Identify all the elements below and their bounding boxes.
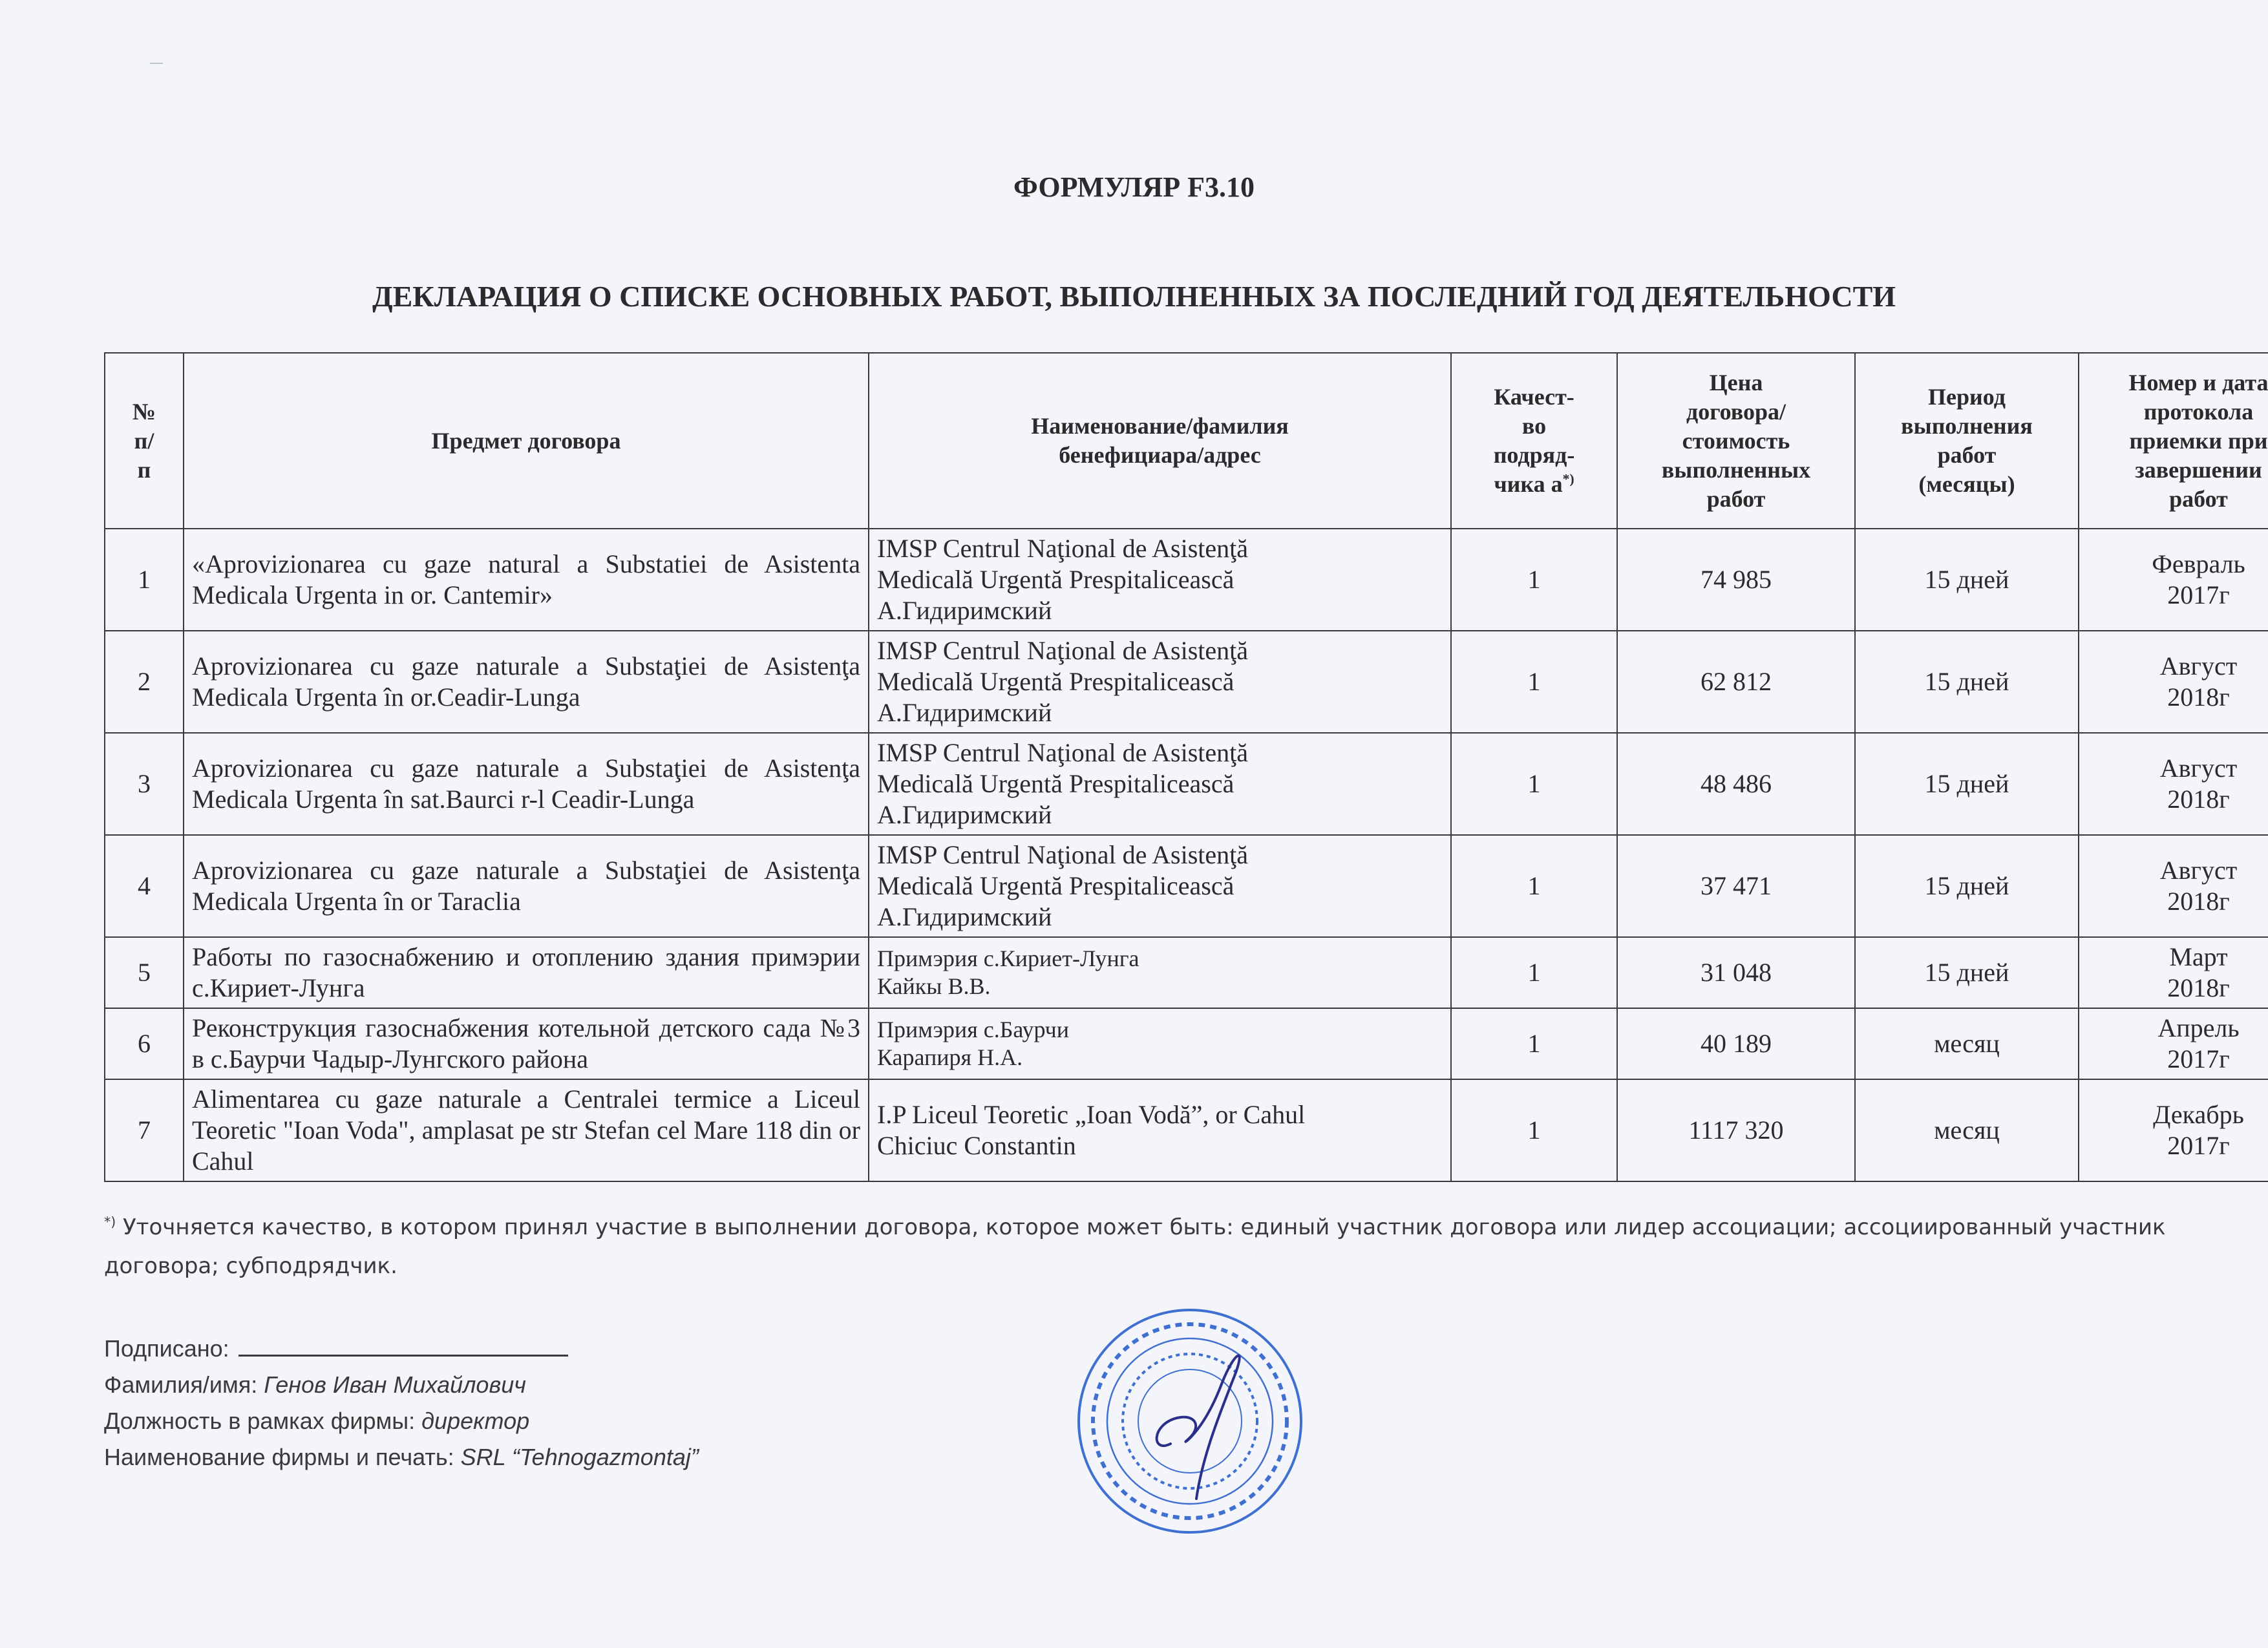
cell-quality: 1 — [1451, 733, 1617, 835]
header-quality: Качест- во подряд- чика а*) — [1451, 353, 1617, 529]
table-header-row — [105, 353, 2268, 529]
signed-row — [104, 1331, 699, 1367]
cell-beneficiary: IMSP Centrul Naţional de Asistenţă Medicală Urgentă Prespitalicească А.Гидиримский — [869, 631, 1451, 733]
position-value: директор — [421, 1408, 530, 1434]
table-row — [105, 529, 2268, 631]
signature-area — [104, 1305, 2200, 1550]
cell-beneficiary: Примэрия с.Баурчи Карапиря Н.А. — [869, 1008, 1451, 1079]
table-row — [105, 733, 2268, 835]
cell-num: 7 — [105, 1079, 184, 1181]
handwritten-signature — [1157, 1356, 1240, 1499]
cell-protocol: Апрель 2017г — [2079, 1008, 2268, 1079]
table-row — [105, 1079, 2268, 1181]
stamp-center-ring — [1138, 1369, 1242, 1473]
cell-quality: 1 — [1451, 1008, 1617, 1079]
cell-period: 15 дней — [1855, 529, 2079, 631]
document-title: ДЕКЛАРАЦИЯ О СПИСКЕ ОСНОВНЫХ РАБОТ, ВЫПОЛНЕННЫХ ЗА ПОСЛЕДНИЙ ГОД ДЕЯТЕЛЬНОСТИ — [372, 280, 1896, 313]
cell-quality: 1 — [1451, 937, 1617, 1008]
table-row — [105, 1008, 2268, 1079]
position-label: Должность в рамках фирмы: — [104, 1408, 416, 1434]
name-label: Фамилия/имя: — [104, 1371, 258, 1398]
cell-period: месяц — [1855, 1079, 2079, 1181]
position-row — [104, 1403, 699, 1439]
header-num: № п/ п — [105, 353, 184, 529]
footnote-mark: *) — [104, 1214, 116, 1230]
signature-block — [104, 1331, 699, 1475]
cell-num: 6 — [105, 1008, 184, 1079]
cell-price: 31 048 — [1617, 937, 1855, 1008]
cell-period: 15 дней — [1855, 733, 2079, 835]
cell-num: 3 — [105, 733, 184, 835]
cell-subject: Реконструкция газоснабжения котельной детского сада №3 в с.Баурчи Чадыр-Лунгского района — [184, 1008, 869, 1079]
cell-quality: 1 — [1451, 835, 1617, 937]
cell-protocol: Март 2018г — [2079, 937, 2268, 1008]
header-protocol: Номер и дата протокола приемки при завершении работ — [2079, 353, 2268, 529]
cell-quality: 1 — [1451, 631, 1617, 733]
cell-protocol: Август 2018г — [2079, 835, 2268, 937]
cell-price: 48 486 — [1617, 733, 1855, 835]
header-beneficiary: Наименование/фамилия бенефициара/адрес — [869, 353, 1451, 529]
cell-num: 5 — [105, 937, 184, 1008]
cell-num: 1 — [105, 529, 184, 631]
signed-label: Подписано: — [104, 1335, 229, 1362]
cell-beneficiary: I.P Liceul Teoretic „Ioan Vodă”, or Cahul Chiciuc Constantin — [869, 1079, 1451, 1181]
cell-beneficiary: Примэрия с.Кириет-Лунга Кайкы В.В. — [869, 937, 1451, 1008]
company-stamp — [1074, 1305, 1306, 1537]
cell-period: 15 дней — [1855, 835, 2079, 937]
cell-subject: Работы по газоснабжению и отоплению здания примэрии с.Кириет-Лунга — [184, 937, 869, 1008]
company-label: Наименование фирмы и печать: — [104, 1444, 454, 1470]
cell-price: 37 471 — [1617, 835, 1855, 937]
cell-price: 74 985 — [1617, 529, 1855, 631]
works-table — [104, 352, 2268, 1182]
cell-subject: Alimentarea cu gaze naturale a Centralei termice a Liceul Teoretic "Ioan Voda", amplasat pe str Stefan cel Mare 118 din or Cahul — [184, 1079, 869, 1181]
cell-quality: 1 — [1451, 1079, 1617, 1181]
footnote-mark: *) — [1562, 471, 1574, 487]
table-row — [105, 631, 2268, 733]
cell-beneficiary: IMSP Centrul Naţional de Asistenţă Medicală Urgentă Prespitalicească А.Гидиримский — [869, 529, 1451, 631]
cell-quality: 1 — [1451, 529, 1617, 631]
company-row — [104, 1439, 699, 1475]
cell-protocol: Февраль 2017г — [2079, 529, 2268, 631]
stamp-outer-ring — [1079, 1310, 1301, 1532]
cell-protocol: Август 2018г — [2079, 733, 2268, 835]
cell-period: 15 дней — [1855, 937, 2079, 1008]
cell-period: месяц — [1855, 1008, 2079, 1079]
name-row — [104, 1367, 699, 1403]
stamp-lettering-ring — [1093, 1324, 1287, 1518]
table-row — [105, 937, 2268, 1008]
header-subject: Предмет договора — [184, 353, 869, 529]
content-area — [104, 352, 2268, 1550]
scan-artifact — [150, 63, 163, 69]
cell-beneficiary: IMSP Centrul Naţional de Asistenţă Medicală Urgentă Prespitalicească А.Гидиримский — [869, 733, 1451, 835]
cell-period: 15 дней — [1855, 631, 2079, 733]
company-value: SRL “Tehnogazmontaj” — [460, 1444, 699, 1470]
cell-subject: Aprovizionarea cu gaze naturale a Substaţiei de Asistenţa Medicala Urgenta în or.Ceadir-Lunga — [184, 631, 869, 733]
cell-price: 62 812 — [1617, 631, 1855, 733]
table-row — [105, 835, 2268, 937]
footnote-text: Уточняется качество, в котором принял участие в выполнении договора, которое может быть: единый участник договора или лидер ассоциации; ассоциированный участник договора; субподрядчик. — [104, 1214, 2166, 1279]
signature-line — [238, 1335, 568, 1357]
cell-beneficiary: IMSP Centrul Naţional de Asistenţă Medicală Urgentă Prespitalicească А.Гидиримский — [869, 835, 1451, 937]
header-price: Цена договора/ стоимость выполненных работ — [1617, 353, 1855, 529]
cell-subject: «Aprovizionarea cu gaze natural a Substatiei de Asistenta Medicala Urgenta in or. Cantemir» — [184, 529, 869, 631]
cell-protocol: Декабрь 2017г — [2079, 1079, 2268, 1181]
cell-subject: Aprovizionarea cu gaze naturale a Substaţiei de Asistenţa Medicala Urgenta în sat.Baurci r-l Ceadir-Lunga — [184, 733, 869, 835]
name-value: Генов Иван Михайлович — [264, 1371, 526, 1398]
header-period: Период выполнения работ (месяцы) — [1855, 353, 2079, 529]
cell-num: 4 — [105, 835, 184, 937]
cell-price: 40 189 — [1617, 1008, 1855, 1079]
stamp-inner-ring — [1107, 1338, 1273, 1504]
cell-price: 1117 320 — [1617, 1079, 1855, 1181]
cell-subject: Aprovizionarea cu gaze naturale a Substaţiei de Asistenţa Medicala Urgenta în or Taraclia — [184, 835, 869, 937]
form-code: ФОРМУЛЯР F3.10 — [1013, 171, 1255, 203]
cell-protocol: Август 2018г — [2079, 631, 2268, 733]
footnote — [104, 1208, 2200, 1285]
cell-num: 2 — [105, 631, 184, 733]
after-table — [104, 1208, 2200, 1550]
